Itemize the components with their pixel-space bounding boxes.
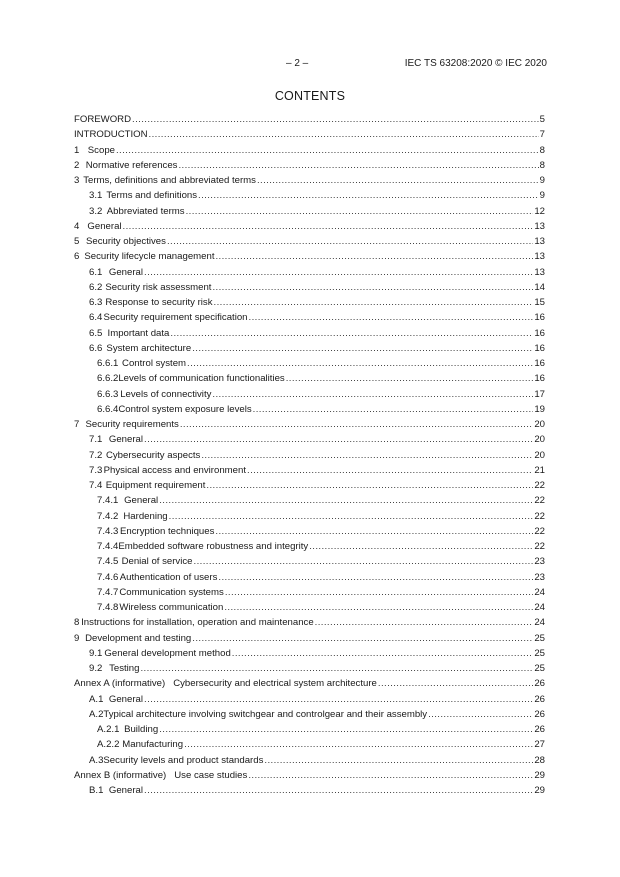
toc-entry-page: 23 [534,571,545,583]
toc-dot-leader [192,341,533,356]
toc-entry-number: A.2.2 [97,739,120,751]
toc-entry-title: Equipment requirement [105,480,206,491]
toc-entry-page: 29 [534,769,545,781]
toc-entry-page: 8 [539,159,545,171]
toc-entry[interactable] [74,509,545,524]
toc-entry-title: Security levels and product standards [103,754,264,766]
toc-entry[interactable] [74,219,545,234]
toc-entry-number: 5 [74,236,80,247]
toc-entry[interactable] [74,783,545,798]
toc-entry[interactable] [74,478,545,493]
toc-entry[interactable] [74,737,545,752]
toc-entry-page: 20 [534,419,545,430]
toc-entry-title: Levels of connectivity [120,388,212,400]
toc-entry-title: General [108,693,144,705]
toc-entry-title: General [87,220,122,232]
toc-dot-leader [212,387,533,402]
toc-entry-title: Security requirement specification [103,312,248,324]
toc-dot-leader [187,356,533,371]
toc-entry[interactable] [74,753,545,768]
toc-entry[interactable] [74,402,545,417]
toc-dot-leader [159,722,533,737]
toc-entry[interactable] [74,310,545,325]
toc-entry[interactable] [74,768,545,783]
toc-entry[interactable] [74,204,545,219]
toc-dot-leader [159,493,533,508]
toc-entry-number: 1 [74,144,80,156]
toc-dot-leader [428,707,533,722]
toc-entry-title: Development and testing [85,632,192,644]
toc-dot-leader [198,188,539,203]
toc-dot-leader [247,463,533,478]
toc-entry-number: 6.3 [89,297,103,308]
toc-entry-number: Annex B (informative) [74,769,167,781]
toc-entry-title: General [108,785,144,796]
toc-dot-leader [144,692,533,707]
toc-entry-number: 7.3 [89,464,103,476]
toc-entry[interactable] [74,615,545,630]
toc-entry-title: Important data [107,327,170,339]
toc-entry-title: Control system exposure levels [118,403,252,415]
toc-entry-page: 21 [534,464,545,476]
toc-entry-number: 6.4 [89,312,103,324]
toc-entry-page: 22 [534,480,545,491]
toc-entry-page: 26 [534,724,545,735]
toc-entry[interactable] [74,112,545,127]
toc-entry-number: 7.4.3 [97,525,119,537]
toc-entry[interactable] [74,692,545,707]
toc-entry-title: Response to security risk [105,297,213,308]
toc-dot-leader [224,600,533,615]
toc-entry-title: Wireless communication [119,602,224,613]
toc-entry-page: 13 [534,220,545,232]
toc-entry-page: 16 [534,327,545,339]
toc-entry-number: 9 [74,632,80,644]
toc-entry-title: Security requirements [85,419,179,430]
toc-dot-leader [225,585,534,600]
toc-dot-leader [169,509,534,524]
toc-entry-title: Encryption techniques [120,525,215,537]
toc-entry-title: Communication systems [119,586,224,598]
toc-entry-number: 6.6 [89,342,103,354]
toc-entry-page: 16 [534,373,545,385]
toc-entry[interactable] [74,600,545,615]
toc-entry-page: 22 [534,510,545,522]
toc-entry[interactable] [74,158,545,173]
toc-entry[interactable] [74,448,545,463]
toc-entry-page: 23 [534,556,545,568]
toc-entry-page: 13 [534,236,545,247]
toc-entry-page: 26 [534,693,545,705]
toc-entry-number: 7.4.1 [97,495,119,507]
toc-entry-page: 13 [534,251,545,263]
toc-dot-leader [167,234,533,249]
toc-entry-number: 9.1 [89,647,103,659]
toc-entry[interactable] [74,127,545,142]
toc-entry[interactable] [74,722,545,737]
toc-dot-leader [253,402,534,417]
toc-entry[interactable] [74,387,545,402]
toc-dot-leader [144,783,533,798]
toc-entry-page: 24 [534,602,545,613]
page-title: CONTENTS [274,89,346,103]
toc-entry-number: 4 [74,220,80,232]
toc-entry-number: 7.4.7 [97,586,119,598]
toc-dot-leader [215,524,533,539]
toc-entry-number: 6.6.4 [97,403,119,415]
toc-entry[interactable] [74,265,545,280]
toc-entry-number: 8 [74,617,80,629]
toc-entry-page: 12 [534,205,545,217]
toc-entry-title: Terms and definitions [106,190,198,202]
toc-entry-page: 22 [534,495,545,507]
toc-entry-title: Security objectives [85,236,166,247]
toc-entry-number: 6.5 [89,327,103,339]
toc-dot-leader [206,478,533,493]
toc-entry[interactable] [74,493,545,508]
toc-entry-title: Abbreviated terms [106,205,185,217]
toc-entry-page: 26 [534,678,545,690]
toc-entry-number: 7.4.8 [97,602,119,613]
toc-entry-page: 17 [534,388,545,400]
toc-entry-number: 7.4 [89,480,103,491]
toc-entry-page: 9 [539,175,545,186]
toc-dot-leader [132,112,539,127]
toc-entry-number: Annex A (informative) [74,678,166,690]
toc-entry-title: Levels of communication functionalities [118,373,285,385]
toc-entry-title: General [108,434,144,446]
toc-dot-leader [378,676,533,691]
toc-entry-title: Hardening [123,510,168,522]
toc-entry[interactable] [74,249,545,264]
toc-entry[interactable] [74,326,545,341]
toc-dot-leader [184,737,533,752]
toc-entry-title: Security risk assessment [105,281,212,293]
toc-entry-number: 7.4.2 [97,510,119,522]
toc-entry[interactable] [74,707,545,722]
toc-entry-title: Embedded software robustness and integrity [118,541,309,552]
toc-entry-page: 22 [534,525,545,537]
toc-dot-leader [248,768,533,783]
toc-entry-page: 28 [534,754,545,766]
toc-entry[interactable] [74,585,545,600]
toc-entry-number: 7.4.6 [97,571,119,583]
toc-dot-leader [116,143,539,158]
toc-entry-page: 16 [534,312,545,324]
toc-entry-title: Physical access and environment [103,464,247,476]
toc-dot-leader [249,310,534,325]
toc-entry-title: General [108,266,144,278]
toc-entry-page: 13 [534,266,545,278]
toc-entry-title: General [124,495,159,507]
toc-entry-page: 24 [534,617,545,629]
toc-dot-leader [212,280,533,295]
toc-entry-page: 24 [534,586,545,598]
toc-entry-title: Instructions for installation, operation and maintenance [81,617,314,629]
toc-dot-leader [170,326,533,341]
toc-dot-leader [309,539,533,554]
toc-entry-number: A.2.1 [97,724,120,735]
toc-entry-page: 15 [534,297,545,308]
toc-entry-title: Security lifecycle management [84,251,215,263]
toc-entry-title: Control system [122,358,187,369]
table-of-contents [74,112,545,798]
toc-entry-number: B.1 [89,785,104,796]
toc-entry-number: 3 [74,175,80,186]
toc-entry-title: Scope [87,144,115,156]
toc-entry-title: Typical architecture involving switchgear and controlgear and their assembly [103,708,428,720]
toc-entry[interactable] [74,539,545,554]
toc-entry[interactable] [74,554,545,569]
toc-dot-leader [218,570,533,585]
toc-dot-leader [194,554,534,569]
toc-entry-number: A.2 [89,708,104,720]
toc-entry-number: A.3 [89,754,104,766]
toc-entry-number: 6.6.2 [97,373,119,385]
toc-entry-number: 7.4.4 [97,541,119,552]
toc-entry[interactable] [74,631,545,646]
toc-entry-page: 20 [534,449,545,461]
toc-entry-page: 5 [539,114,545,125]
toc-entry[interactable] [74,432,545,447]
toc-entry-title: Authentication of users [119,571,218,583]
toc-entry[interactable] [74,356,545,371]
toc-entry[interactable] [74,188,545,203]
toc-entry-number: 9.2 [89,663,103,674]
toc-dot-leader [140,661,533,676]
toc-entry-number: 3.1 [89,190,103,202]
toc-dot-leader [180,417,533,432]
toc-entry-page: 25 [534,632,545,644]
toc-dot-leader [144,432,533,447]
toc-entry-title: General development method [104,647,231,659]
toc-entry-title: INTRODUCTION [74,129,148,141]
toc-entry-number: 6.1 [89,266,103,278]
toc-entry-title: System architecture [106,342,192,354]
toc-entry-number: A.1 [89,693,104,705]
toc-dot-leader [315,615,534,630]
toc-dot-leader [192,631,533,646]
toc-entry-title: Testing [109,663,140,674]
toc-dot-leader [214,295,534,310]
toc-entry-number: 3.2 [89,205,103,217]
toc-entry-number: 7.2 [89,449,103,461]
toc-entry-number: 6.6.3 [97,388,119,400]
toc-entry-page: 20 [534,434,545,446]
standard-reference: IEC TS 63208:2020 © IEC 2020 [404,58,547,69]
toc-entry-title: Cybersecurity and electrical system architecture [173,678,377,690]
toc-entry-title: Manufacturing [122,739,184,751]
toc-entry-number: 6.2 [89,281,103,293]
toc-entry[interactable] [74,295,545,310]
toc-entry[interactable] [74,570,545,585]
toc-dot-leader [144,265,533,280]
toc-dot-leader [201,448,533,463]
toc-entry-number: 6 [74,251,80,263]
toc-entry[interactable] [74,524,545,539]
toc-entry-page: 26 [534,708,545,720]
toc-entry-number: 7 [74,419,80,430]
toc-entry-page: 27 [534,739,545,751]
toc-entry-page: 16 [534,358,545,369]
toc-dot-leader [215,249,533,264]
toc-entry-page: 9 [539,190,545,202]
toc-entry-title: Terms, definitions and abbreviated terms [83,175,256,186]
toc-dot-leader [178,158,538,173]
toc-entry-page: 25 [534,663,545,674]
toc-entry-title: Building [124,724,159,735]
toc-entry[interactable] [74,371,545,386]
toc-dot-leader [264,753,533,768]
toc-dot-leader [286,371,534,386]
toc-entry-number: 6.6.1 [97,358,119,369]
toc-entry-title: FOREWORD [74,114,132,125]
toc-dot-leader [123,219,534,234]
toc-entry-page: 14 [534,281,545,293]
toc-entry[interactable] [74,143,545,158]
toc-entry[interactable] [74,661,545,676]
toc-entry-page: 7 [539,129,545,141]
toc-entry-page: 25 [534,647,545,659]
toc-entry[interactable] [74,676,545,691]
toc-entry-title: Denial of service [121,556,193,568]
toc-entry-page: 22 [534,541,545,552]
toc-entry-title: Normative references [85,159,178,171]
toc-entry-page: 29 [534,785,545,796]
toc-entry[interactable] [74,234,545,249]
toc-dot-leader [232,646,534,661]
toc-entry-page: 16 [534,342,545,354]
toc-entry[interactable] [74,280,545,295]
toc-entry-page: 8 [539,144,545,156]
toc-entry-page: 19 [534,403,545,415]
toc-dot-leader [149,127,539,142]
page-number: – 2 – [286,58,309,69]
toc-dot-leader [186,204,534,219]
toc-entry[interactable] [74,463,545,478]
toc-entry[interactable] [74,417,545,432]
toc-dot-leader [257,173,539,188]
toc-entry-number: 7.1 [89,434,103,446]
toc-entry[interactable] [74,341,545,356]
toc-entry-title: Use case studies [174,769,248,781]
toc-entry[interactable] [74,646,545,661]
toc-entry-number: 7.4.5 [97,556,119,568]
toc-entry-title: Cybersecurity aspects [105,449,201,461]
toc-entry-number: 2 [74,159,80,171]
toc-entry[interactable] [74,173,545,188]
